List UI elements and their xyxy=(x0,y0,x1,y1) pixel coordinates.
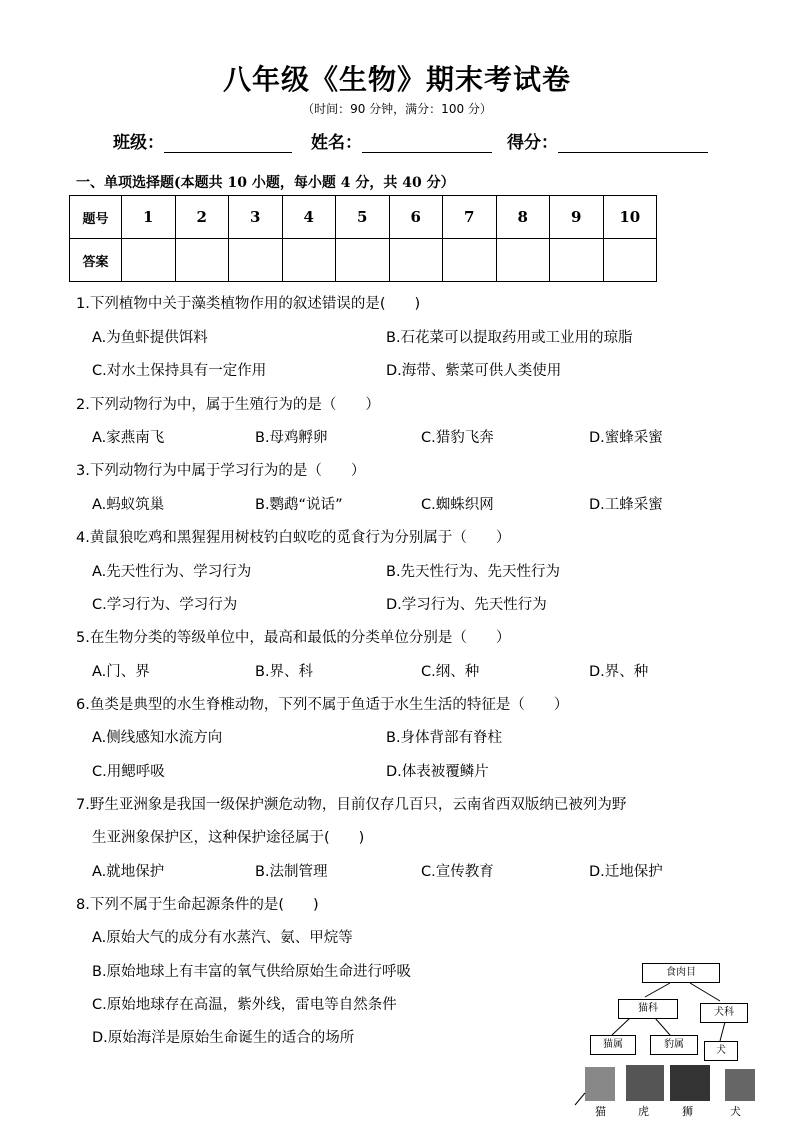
answer-cell[interactable] xyxy=(603,239,657,282)
q2-option-a: A.家燕南飞 xyxy=(92,430,165,446)
class-blank[interactable] xyxy=(164,134,292,153)
q1-option-a: A.为鱼虾提供饵料 xyxy=(92,330,208,346)
animal-label-cat: 猫 xyxy=(595,1105,606,1118)
q4-option-c: C.学习行为、学习行为 xyxy=(92,597,238,613)
answer-cell[interactable] xyxy=(229,239,283,282)
class-label: 班级： xyxy=(113,133,164,153)
question-number-cell: 4 xyxy=(282,196,336,239)
family-cat-box: 猫科 xyxy=(618,999,678,1019)
question-number-cell: 6 xyxy=(389,196,443,239)
score-field xyxy=(507,128,708,153)
q3-option-b: B.鹦鹉“说话” xyxy=(255,497,343,513)
q7-option-b: B.法制管理 xyxy=(255,864,328,880)
question-number-cell: 8 xyxy=(496,196,550,239)
answer-cell[interactable] xyxy=(496,239,550,282)
q2-option-b: B.母鸡孵卵 xyxy=(255,430,328,446)
score-label: 得分： xyxy=(507,133,558,153)
q3-option-a: A.蚂蚁筑巢 xyxy=(92,497,165,513)
exam-subtitle: （时间：90 分钟，满分：100 分） xyxy=(302,102,492,116)
question-number-cell: 9 xyxy=(550,196,604,239)
q6-option-b: B.身体背部有脊柱 xyxy=(386,730,503,746)
dog-image xyxy=(725,1069,755,1101)
genus-panthera-box: 豹属 xyxy=(650,1035,698,1055)
name-blank[interactable] xyxy=(362,134,492,153)
answer-cell[interactable] xyxy=(282,239,336,282)
q1-option-d: D.海带、紫菜可供人类使用 xyxy=(386,363,562,379)
lion-image xyxy=(670,1065,710,1101)
answer-cell[interactable] xyxy=(336,239,390,282)
q5-option-d: D.界、种 xyxy=(589,664,649,680)
question-number-cell: 1 xyxy=(122,196,176,239)
name-label: 姓名： xyxy=(311,133,362,153)
section1-heading: 一、单项选择题(本题共 10 小题，每小题 4 分，共 40 分） xyxy=(76,175,455,191)
answer-cell[interactable] xyxy=(443,239,497,282)
family-dog-box: 犬科 xyxy=(700,1003,748,1023)
q7-option-a: A.就地保护 xyxy=(92,864,165,880)
animal-label-lion: 狮 xyxy=(682,1105,693,1118)
cat-image xyxy=(585,1067,615,1101)
table-row xyxy=(70,196,657,239)
q2-option-d: D.蜜蜂采蜜 xyxy=(589,430,663,446)
question-1-stem: 1.下列植物中关于藻类植物作用的叙述错误的是( ) xyxy=(76,296,421,312)
q8-option-a: A.原始大气的成分有水蒸汽、氨、甲烷等 xyxy=(92,930,353,946)
question-8-stem: 8.下列不属于生命起源条件的是( ) xyxy=(76,897,319,913)
q8-option-d: D.原始海洋是原始生命诞生的适合的场所 xyxy=(92,1030,355,1046)
q8-option-c: C.原始地球存在高温，紫外线，雷电等自然条件 xyxy=(92,997,397,1013)
question-4-stem: 4.黄鼠狼吃鸡和黑猩猩用树枝钓白蚁吃的觅食行为分别属于（ ） xyxy=(76,530,511,546)
table-row xyxy=(70,239,657,282)
score-blank[interactable] xyxy=(558,134,708,153)
q5-option-a: A.门、界 xyxy=(92,664,150,680)
q3-option-d: D.工蜂采蜜 xyxy=(589,497,663,513)
answer-cell[interactable] xyxy=(175,239,229,282)
question-7-stem-line1: 7.野生亚洲象是我国一级保护濒危动物，目前仅存几百只，云南省西双版纳已被列为野 xyxy=(76,797,627,813)
q4-option-b: B.先天性行为、先天性行为 xyxy=(386,564,561,580)
q4-option-d: D.学习行为、先天性行为 xyxy=(386,597,547,613)
q7-option-c: C.宣传教育 xyxy=(421,864,494,880)
q6-option-d: D.体表被覆鳞片 xyxy=(386,764,489,780)
answer-cell[interactable] xyxy=(550,239,604,282)
animal-label-dog: 犬 xyxy=(730,1105,741,1118)
exam-title: 八年级《生物》期末考试卷 xyxy=(222,63,571,96)
order-box: 食肉目 xyxy=(642,963,720,983)
question-number-cell: 3 xyxy=(229,196,283,239)
question-number-cell: 7 xyxy=(443,196,497,239)
question-number-cell: 10 xyxy=(603,196,657,239)
q7-option-d: D.迁地保护 xyxy=(589,864,663,880)
question-number-cell: 5 xyxy=(336,196,390,239)
q1-option-b: B.石花菜可以提取药用或工业用的琼脂 xyxy=(386,330,633,346)
class-field xyxy=(113,128,292,153)
row-header-answer: 答案 xyxy=(70,239,122,282)
answer-cell[interactable] xyxy=(122,239,176,282)
row-header-number: 题号 xyxy=(70,196,122,239)
q6-option-a: A.侧线感知水流方向 xyxy=(92,730,223,746)
q6-option-c: C.用鳃呼吸 xyxy=(92,764,165,780)
q1-option-c: C.对水土保持具有一定作用 xyxy=(92,363,267,379)
q2-option-c: C.猎豹飞奔 xyxy=(421,430,494,446)
classification-diagram xyxy=(570,955,770,1120)
question-3-stem: 3.下列动物行为中属于学习行为的是（ ） xyxy=(76,463,366,479)
q4-option-a: A.先天性行为、学习行为 xyxy=(92,564,252,580)
q5-option-b: B.界、科 xyxy=(255,664,314,680)
q5-option-c: C.纲、种 xyxy=(421,664,480,680)
question-6-stem: 6.鱼类是典型的水生脊椎动物，下列不属于鱼适于水生生活的特征是（ ） xyxy=(76,697,569,713)
animal-label-tiger: 虎 xyxy=(638,1105,649,1118)
genus-dog-box: 犬 xyxy=(704,1041,738,1061)
q8-option-b: B.原始地球上有丰富的氧气供给原始生命进行呼吸 xyxy=(92,964,412,980)
question-7-stem-line2: 生亚洲象保护区，这种保护途径属于( ) xyxy=(92,830,365,846)
question-2-stem: 2.下列动物行为中，属于生殖行为的是（ ） xyxy=(76,397,380,413)
question-number-cell: 2 xyxy=(175,196,229,239)
question-5-stem: 5.在生物分类的等级单位中，最高和最低的分类单位分别是（ ） xyxy=(76,630,511,646)
answer-cell[interactable] xyxy=(389,239,443,282)
name-field xyxy=(311,128,492,153)
tiger-image xyxy=(626,1065,664,1101)
q3-option-c: C.蜘蛛织网 xyxy=(421,497,494,513)
answer-table xyxy=(69,195,657,282)
genus-cat-box: 猫属 xyxy=(590,1035,636,1055)
